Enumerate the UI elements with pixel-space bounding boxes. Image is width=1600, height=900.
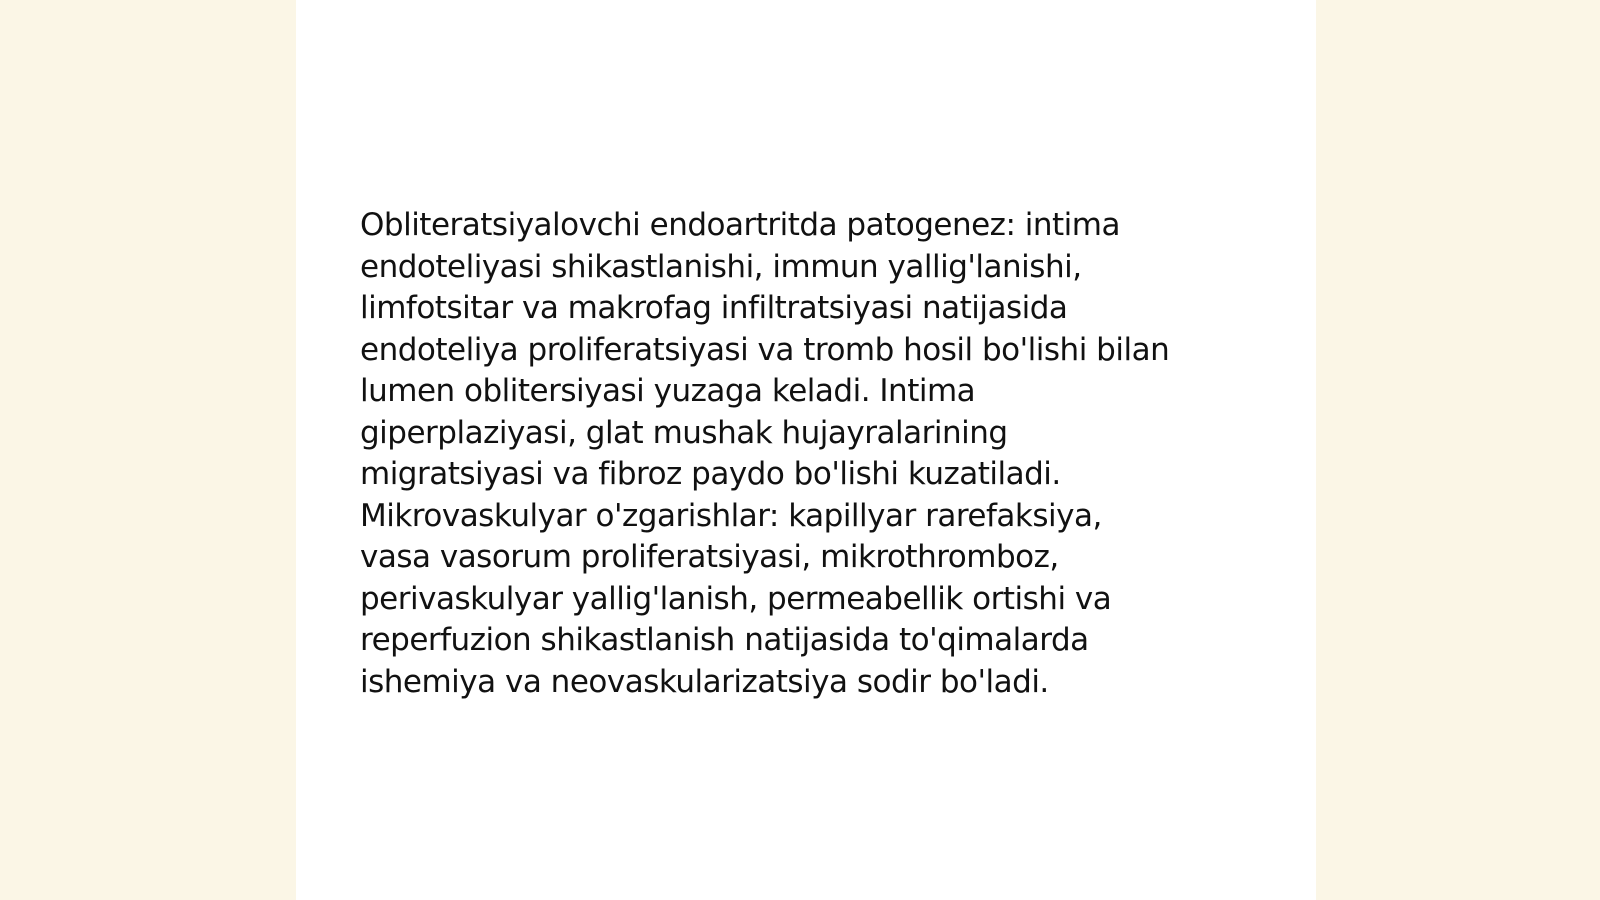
right-margin xyxy=(1316,0,1600,900)
body-paragraph: Obliteratsiyalovchi endoartritda patogenez: intima endoteliyasi shikastlanishi, immun yallig'lanishi, limfotsitar va makrofag infiltratsiyasi natijasida endoteliya proliferatsiyasi va tromb hosil bo'lishi bilan lumen oblitersiyasi yuzaga keladi. Intima giperplaziyasi, glat mushak hujayralarining migratsiyasi va fibroz paydo bo'lishi kuzatiladi. Mikrovaskulyar o'zgarishlar: kapillyar rarefaksiya, vasa vasorum proliferatsiyasi, mikrothromboz, perivaskulyar yallig'lanish, permeabellik ortishi va reperfuzion shikastlanish natijasida to'qimalarda ishemiya va neovaskularizatsiya sodir bo'ladi. xyxy=(360,207,1170,700)
document-page xyxy=(296,0,1316,900)
left-margin xyxy=(0,0,296,900)
